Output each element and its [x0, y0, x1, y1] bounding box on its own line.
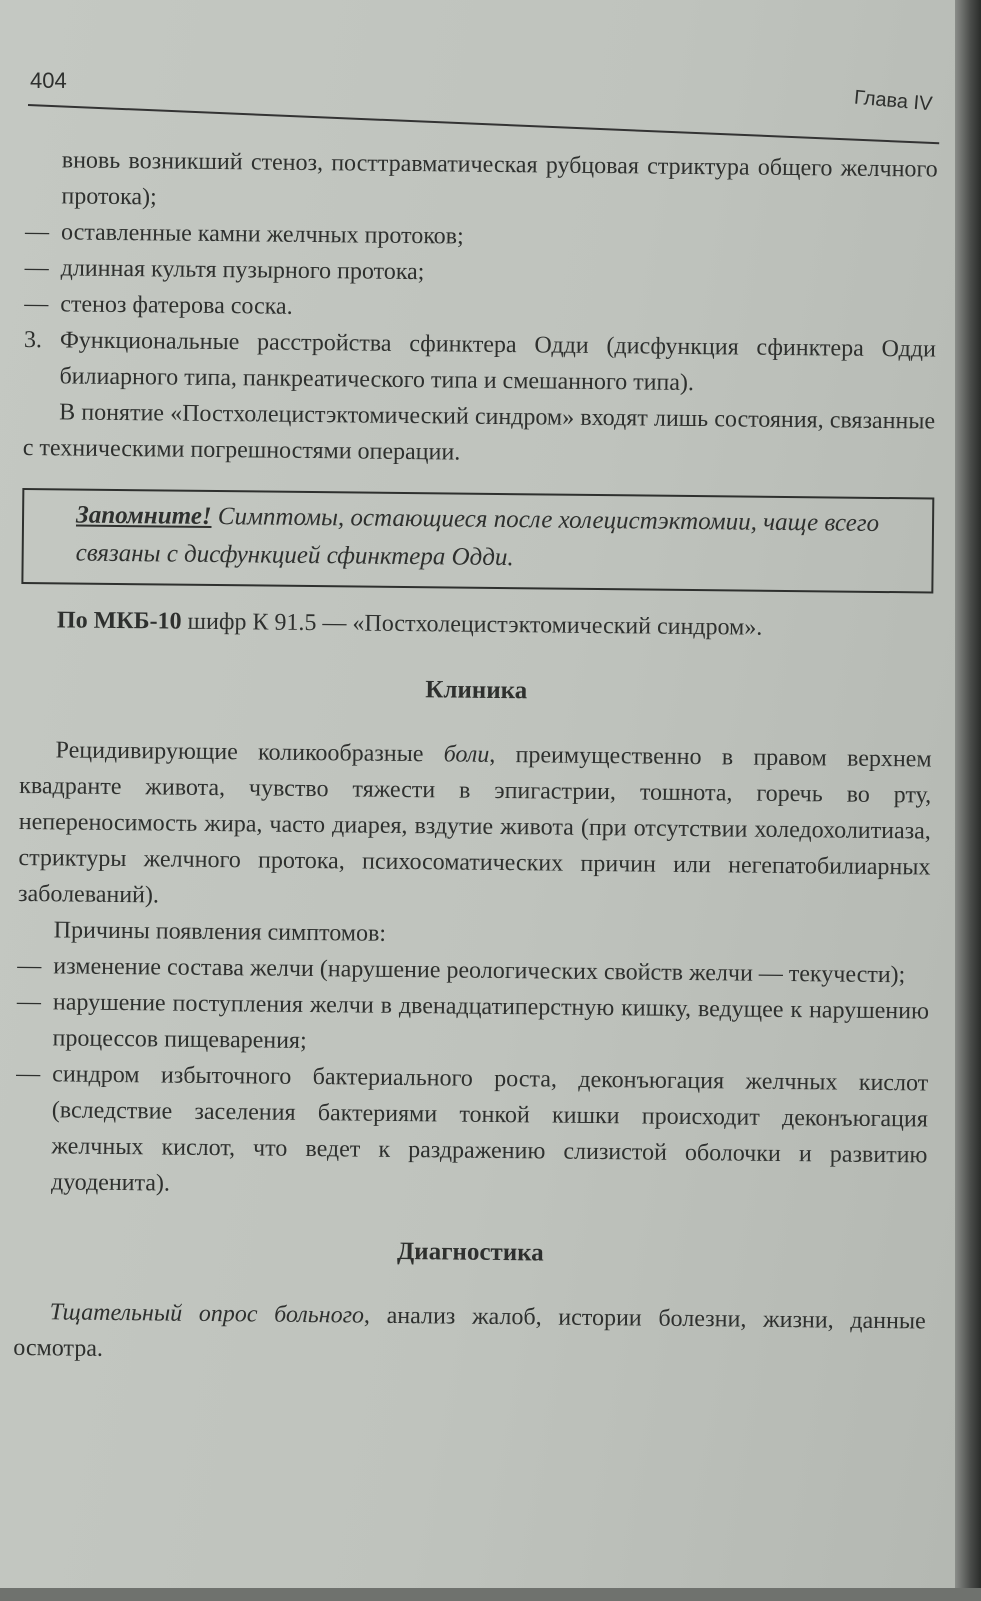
section-heading-clinic: Клиника [425, 676, 528, 705]
book-page-edge [955, 0, 981, 1601]
bottom-edge [0, 1588, 981, 1601]
icd-code-text: шифр К 91.5 — «Постхолецистэктомический синдром». [187, 608, 763, 641]
continuation-text-2: общего желчного протока); [61, 154, 938, 211]
continuation-line [25, 142, 938, 224]
clinic-text-rest: , преимущественно в правом верхнем квадранте живота, чувство тяжести в эпигастрии, тошнота, горечь во рту, непереносимость жира, часто диарея, вздутие живота (при отсутствии холедохолитиаза, стриктуры желчного протока, психосоматических причин или негепатобилиарных заболеваний). [17, 741, 932, 909]
note-box [21, 488, 934, 594]
dash-marker: — [16, 988, 42, 1016]
list-item-text: длинная культя пузырного протока; [60, 255, 425, 286]
item-number: 3. [23, 326, 43, 354]
clinic-text-start: Рецидивирующие коликообразные [55, 737, 424, 768]
icd-code-prefix: По МКБ-10 [56, 607, 182, 635]
note-label: Запомните! [75, 501, 212, 530]
dash-marker: — [17, 952, 42, 980]
diagnostics-text: , анализ жалоб, истории болезни, жизни, данные осмотра. [13, 1302, 926, 1362]
cause-text: синдром избыточного бактериального роста, деконъюгация желчных кислот (вследствие заселения бактериями тонкой кишки происходит деконъюгация желчных кислот, что ведет к раздражению слизистой оболочки и развитию дуоденита). [50, 1061, 929, 1197]
page-header [28, 62, 940, 132]
causes-intro: Причины появления симптомов: [53, 917, 387, 947]
chapter-title: Глава IV [852, 86, 933, 116]
diagnostics-emphasis: Тщательный опрос больного [49, 1299, 365, 1329]
section-heading-diagnostics: Диагностика [396, 1237, 544, 1267]
list-item-text: оставленные камни желчных протоков; [60, 219, 464, 250]
cause-text: изменение состава желчи (нарушение реологических свойств желчи — текучести); [53, 953, 906, 989]
diagnostics-paragraph [13, 1294, 926, 1376]
definition-paragraph: В понятие «Постхолецистэктомический синдром» входят лишь состояния, связанные с техническими погрешностями операции. [22, 399, 936, 466]
note-line [75, 497, 916, 582]
numbered-item-text: Функциональные расстройства сфинктера Одди (дисфункция сфинктера Одди билиарного типа, панкреатического типа и смешанного типа). [59, 327, 937, 397]
list-item [15, 1056, 928, 1210]
clinic-emphasis: боли [443, 741, 490, 768]
icd-code-line [21, 602, 933, 648]
page-number: 404 [30, 68, 67, 93]
page-body [13, 142, 938, 1375]
note-text: Симптомы, остающиеся после холецистэктомии, чаще всего связаны с дисфункцией сфинктера Одди. [75, 503, 880, 572]
list-item [16, 984, 929, 1066]
header-rule [28, 104, 939, 144]
dash-marker: — [24, 218, 50, 246]
dash-marker: — [16, 1060, 41, 1088]
numbered-item [23, 322, 936, 404]
dash-marker: — [24, 254, 49, 282]
continuation-text-1: вновь возникший стеноз, посттравматическая рубцовая стриктура [61, 147, 750, 181]
cause-text: нарушение поступления желчи в двенадцатиперстную кишку, ведущее к нарушению процессов пищеварения; [52, 989, 930, 1054]
clinic-paragraph [18, 732, 932, 922]
dash-marker: — [24, 290, 49, 318]
list-item-text: стеноз фатерова соска. [60, 291, 293, 320]
